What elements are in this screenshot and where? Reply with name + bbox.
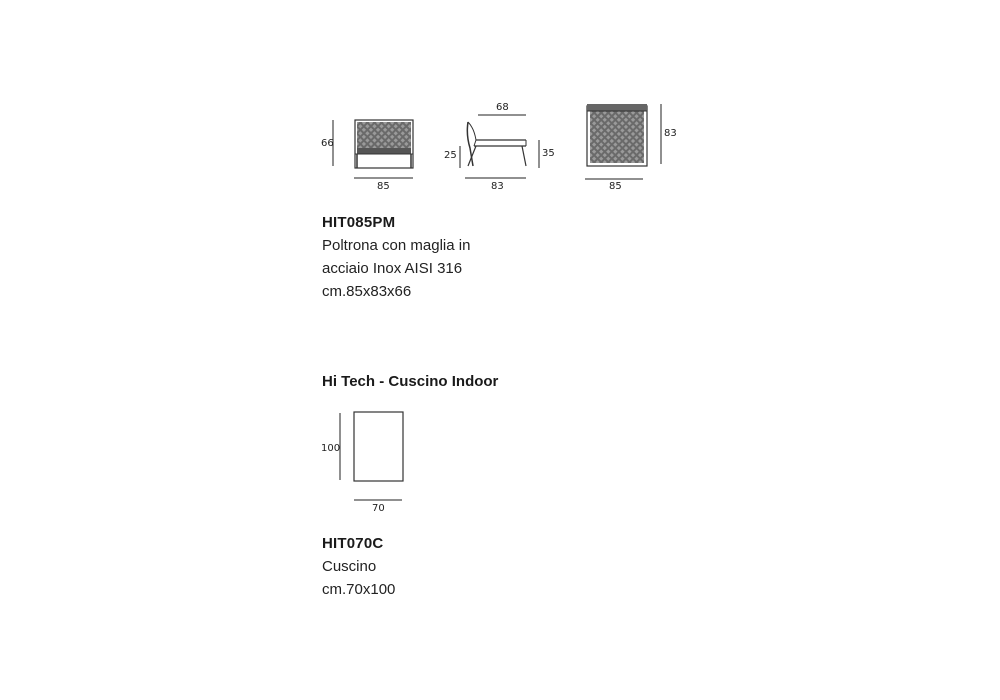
- top-depth-dimension: 83: [664, 128, 677, 139]
- side-arm-height-dimension: 35: [542, 148, 555, 159]
- cushion-height-dimension: 100: [321, 443, 341, 454]
- cushion-description-line-1: Cuscino: [322, 558, 377, 575]
- armchair-description-line-3: cm.85x83x66: [322, 283, 412, 300]
- side-top-depth-dimension: 68: [496, 102, 509, 113]
- section-title: Hi Tech - Cuscino Indoor: [322, 373, 499, 390]
- side-depth-dimension: 83: [491, 181, 504, 192]
- front-view-drawing: [325, 110, 420, 185]
- armchair-description-line-2: acciaio Inox AISI 316: [322, 260, 463, 277]
- front-width-dimension: 85: [377, 181, 390, 192]
- top-width-dimension: 85: [609, 181, 622, 192]
- armchair-description-line-1: Poltrona con maglia in: [322, 237, 471, 254]
- cushion-description: [322, 555, 395, 601]
- cushion-description-line-2: cm.70x100: [322, 581, 396, 598]
- cushion-drawing: [330, 405, 410, 510]
- cushion-width-dimension: 70: [372, 503, 385, 514]
- armchair-product-code: HIT085PM: [322, 214, 396, 231]
- front-height-dimension: 66: [321, 138, 334, 149]
- cushion-product-code: HIT070C: [322, 535, 384, 552]
- armchair-description: [322, 234, 470, 303]
- side-seat-height-dimension: 25: [444, 150, 457, 161]
- top-view-drawing: [580, 100, 675, 185]
